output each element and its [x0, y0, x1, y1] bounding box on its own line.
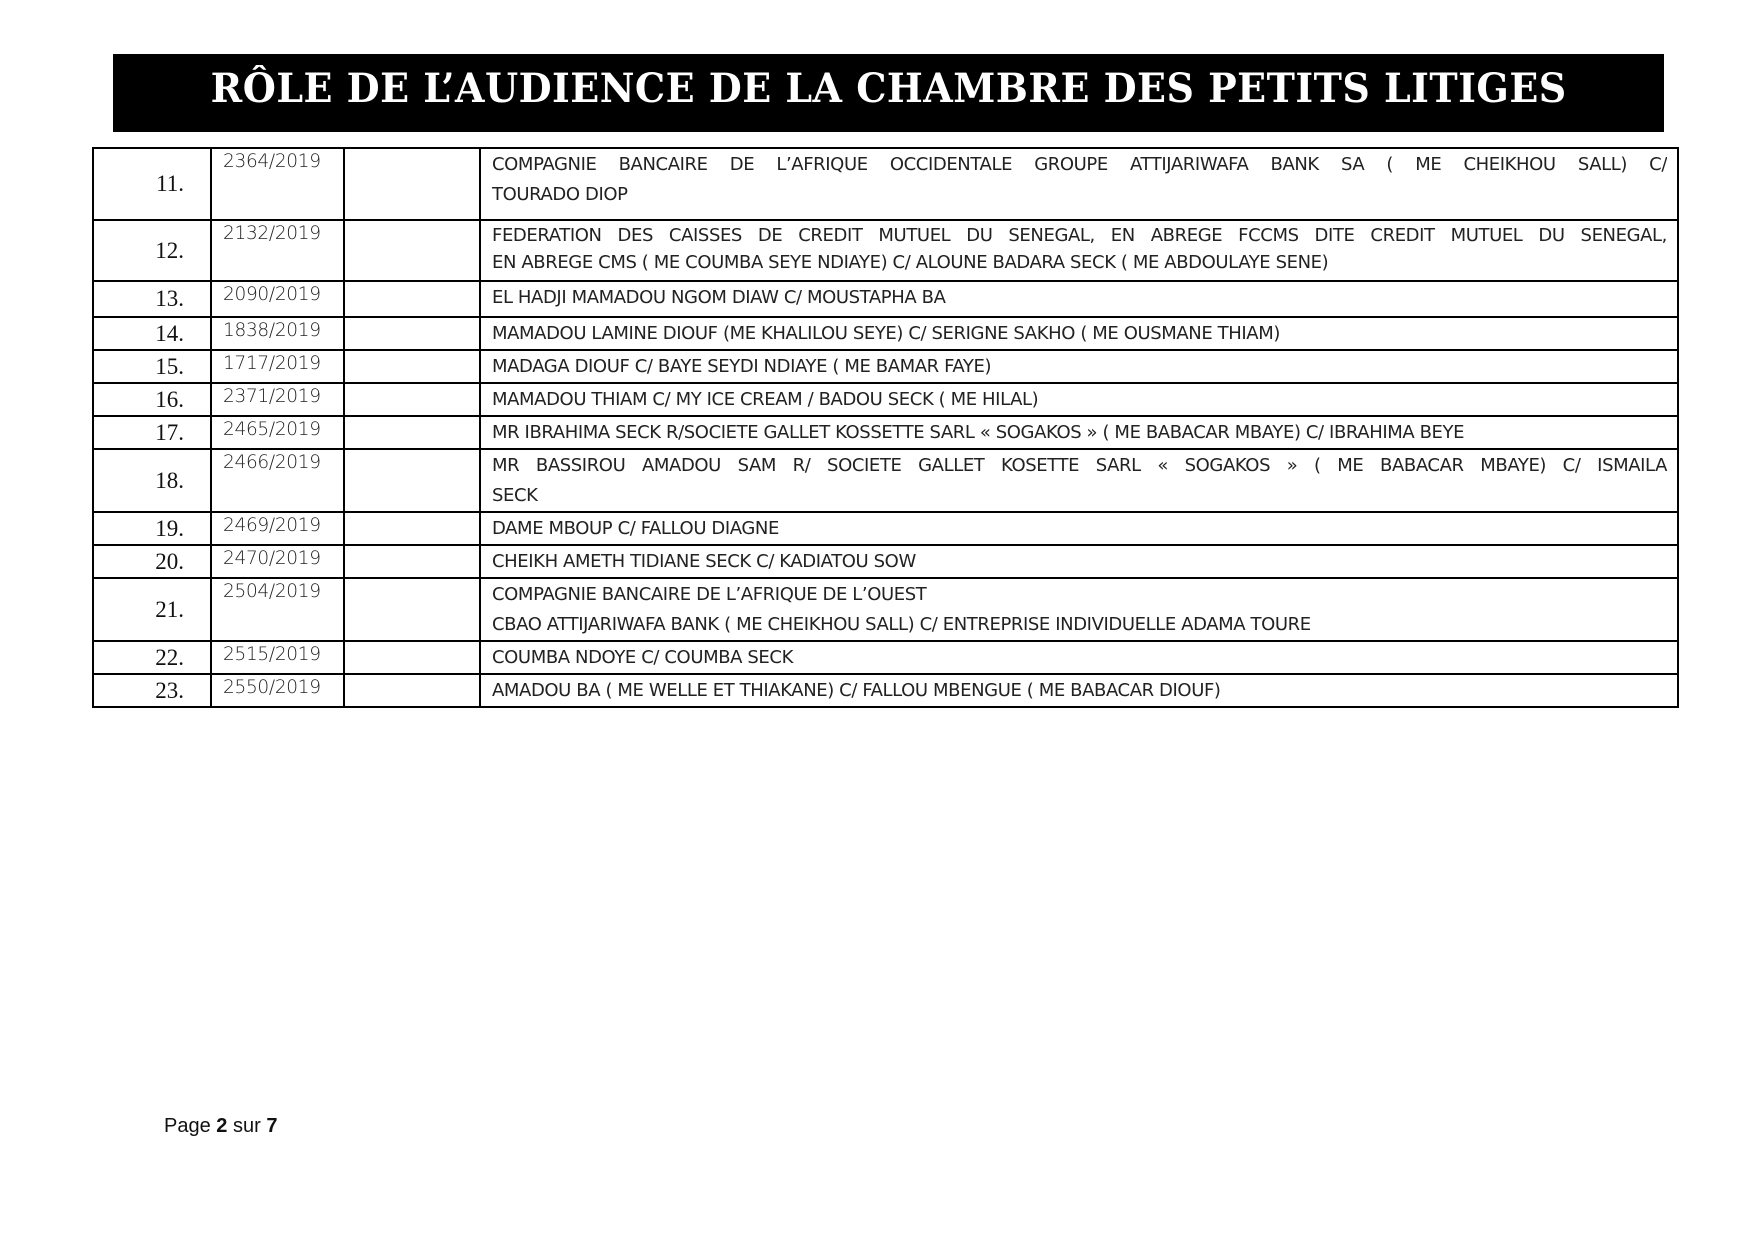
table-row	[93, 220, 1678, 281]
row-number: 21.	[93, 578, 211, 641]
page-title: RÔLE DE L’AUDIENCE DE LA CHAMBRE DES PETITS LITIGES	[210, 64, 1567, 112]
row-number: 13.	[93, 281, 211, 317]
parties-line: COMPAGNIE BANCAIRE DE L’AFRIQUE DE L’OUEST	[492, 584, 927, 605]
row-number: 16.	[93, 383, 211, 416]
row-number: 12.	[93, 220, 211, 281]
row-number: 11.	[93, 148, 211, 220]
total-pages-number: 7	[266, 1115, 278, 1137]
table-row	[93, 449, 1678, 512]
row-number: 20.	[93, 545, 211, 578]
parties-line: CBAO ATTIJARIWAFA BANK ( ME CHEIKHOU SALL) C/ ENTREPRISE INDIVIDUELLE ADAMA TOURE	[492, 614, 1311, 635]
empty-cell	[344, 674, 480, 707]
row-number: 14.	[93, 317, 211, 350]
table-row	[93, 416, 1678, 449]
case-reference: 2504/2019	[211, 578, 344, 641]
table-row	[93, 383, 1678, 416]
parties-cell	[480, 449, 1678, 512]
parties-line: EN ABREGE CMS ( ME COUMBA SEYE NDIAYE) C/ ALOUNE BADARA SECK ( ME ABDOULAYE SENE)	[492, 252, 1329, 273]
parties-cell	[480, 674, 1678, 707]
empty-cell	[344, 281, 480, 317]
parties-cell	[480, 383, 1678, 416]
row-number: 18.	[93, 449, 211, 512]
parties-cell	[480, 148, 1678, 220]
empty-cell	[344, 512, 480, 545]
table-row	[93, 148, 1678, 220]
table-row	[93, 317, 1678, 350]
empty-cell	[344, 449, 480, 512]
case-reference: 2371/2019	[211, 383, 344, 416]
empty-cell	[344, 641, 480, 674]
table-row	[93, 674, 1678, 707]
row-number: 15.	[93, 350, 211, 383]
empty-cell	[344, 578, 480, 641]
empty-cell	[344, 383, 480, 416]
parties-line: COUMBA NDOYE C/ COUMBA SECK	[492, 647, 793, 668]
parties-cell	[480, 416, 1678, 449]
row-number: 23.	[93, 674, 211, 707]
case-reference: 2469/2019	[211, 512, 344, 545]
table-row	[93, 578, 1678, 641]
parties-line: AMADOU BA ( ME WELLE ET THIAKANE) C/ FALLOU MBENGUE ( ME BABACAR DIOUF)	[492, 680, 1221, 701]
parties-line: MAMADOU LAMINE DIOUF (ME KHALILOU SEYE) C/ SERIGNE SAKHO ( ME OUSMANE THIAM)	[492, 323, 1280, 344]
parties-cell	[480, 578, 1678, 641]
case-reference: 1717/2019	[211, 350, 344, 383]
parties-line: DAME MBOUP C/ FALLOU DIAGNE	[492, 518, 779, 539]
parties-line: FEDERATION DES CAISSES DE CREDIT MUTUEL DU SENEGAL, EN ABREGE FCCMS DITE CREDIT MUTUEL DU SENEGAL,	[492, 225, 1667, 246]
parties-cell	[480, 512, 1678, 545]
parties-line: MR IBRAHIMA SECK R/SOCIETE GALLET KOSSETTE SARL « SOGAKOS » ( ME BABACAR MBAYE) C/ IBRAHIMA BEYE	[492, 422, 1465, 443]
empty-cell	[344, 148, 480, 220]
table-row	[93, 512, 1678, 545]
hearing-roll-table	[92, 147, 1679, 708]
parties-cell	[480, 350, 1678, 383]
row-number: 19.	[93, 512, 211, 545]
empty-cell	[344, 220, 480, 281]
parties-cell	[480, 281, 1678, 317]
empty-cell	[344, 317, 480, 350]
empty-cell	[344, 350, 480, 383]
row-number: 22.	[93, 641, 211, 674]
case-reference: 2465/2019	[211, 416, 344, 449]
parties-cell	[480, 641, 1678, 674]
case-reference: 2132/2019	[211, 220, 344, 281]
parties-cell	[480, 220, 1678, 281]
case-reference: 2364/2019	[211, 148, 344, 220]
case-reference: 2515/2019	[211, 641, 344, 674]
parties-line: SECK	[492, 485, 538, 506]
case-reference: 2550/2019	[211, 674, 344, 707]
page-footer	[164, 1115, 277, 1138]
parties-line: MR BASSIROU AMADOU SAM R/ SOCIETE GALLET KOSETTE SARL « SOGAKOS » ( ME BABACAR MBAYE) C/ ISMAILA	[492, 455, 1667, 476]
case-reference: 2470/2019	[211, 545, 344, 578]
table-row	[93, 641, 1678, 674]
table-row	[93, 350, 1678, 383]
parties-line: COMPAGNIE BANCAIRE DE L’AFRIQUE OCCIDENTALE GROUPE ATTIJARIWAFA BANK SA ( ME CHEIKHOU SALL) C/	[492, 154, 1667, 175]
parties-cell	[480, 317, 1678, 350]
parties-line: TOURADO DIOP	[492, 184, 628, 205]
case-reference: 2090/2019	[211, 281, 344, 317]
case-reference: 1838/2019	[211, 317, 344, 350]
parties-cell	[480, 545, 1678, 578]
empty-cell	[344, 416, 480, 449]
empty-cell	[344, 545, 480, 578]
table-row	[93, 545, 1678, 578]
parties-line: EL HADJI MAMADOU NGOM DIAW C/ MOUSTAPHA BA	[492, 287, 946, 308]
row-number: 17.	[93, 416, 211, 449]
table-row	[93, 281, 1678, 317]
current-page-number: 2	[216, 1115, 228, 1137]
page-label: Page	[164, 1115, 211, 1137]
title-banner	[113, 54, 1664, 132]
parties-line: MAMADOU THIAM C/ MY ICE CREAM / BADOU SECK ( ME HILAL)	[492, 389, 1039, 410]
parties-line: MADAGA DIOUF C/ BAYE SEYDI NDIAYE ( ME BAMAR FAYE)	[492, 356, 992, 377]
parties-line: CHEIKH AMETH TIDIANE SECK C/ KADIATOU SOW	[492, 551, 916, 572]
case-reference: 2466/2019	[211, 449, 344, 512]
page-separator: sur	[232, 1115, 261, 1137]
